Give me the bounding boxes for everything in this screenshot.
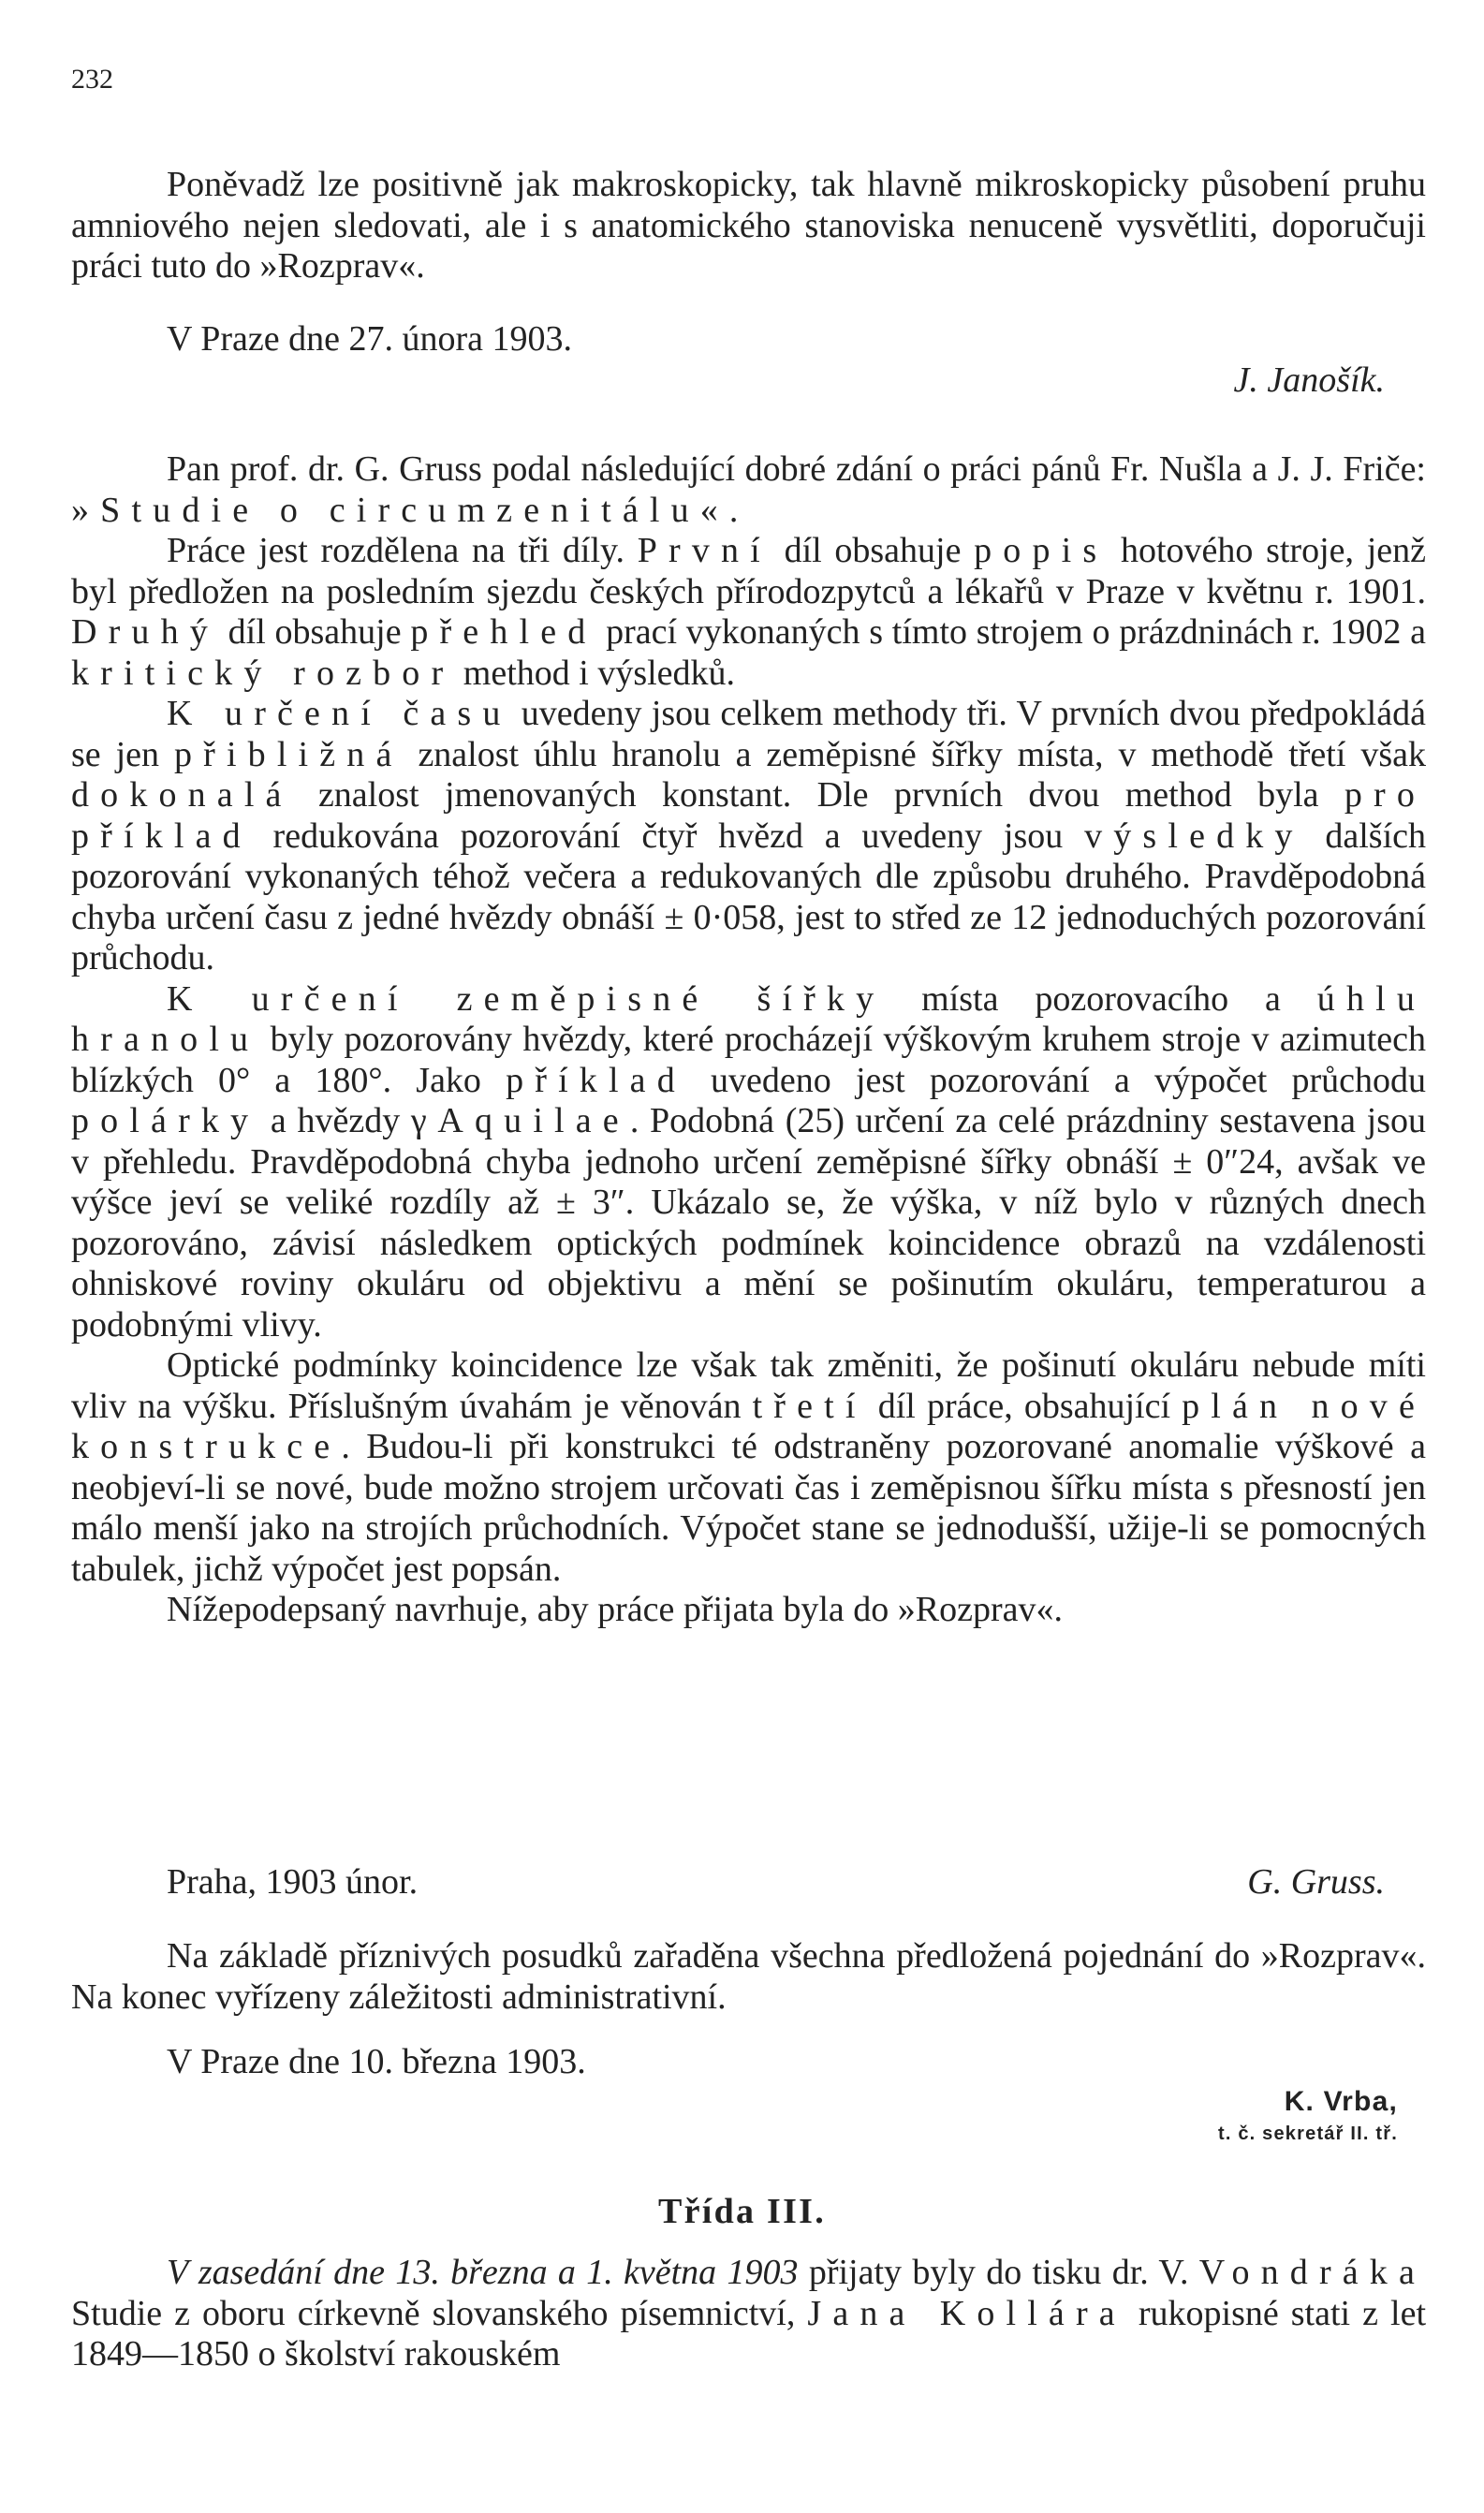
closing-text: Na základě příznivých posudků zařaděna všechna předložená pojednání do »Rozprav«. Na konec vyřízeny záležitosti administrativní. <box>71 1936 1426 2017</box>
signature-vrba-title: t. č. sekretář II. tř. <box>1217 2124 1398 2144</box>
recommendation-text: Poněvadž lze positivně jak makroskopicky, tak hlavně mikroskopicky působení pruhu amniového nejen sledovati, ale i s anatomického stanoviska nenuceně vysvětliti, doporučuji práci tuto do »Rozprav«. <box>71 165 1426 286</box>
signature-gruss: G. Gruss. <box>1247 1862 1385 1902</box>
review-date: Praha, 1903 únor. <box>167 1862 419 1902</box>
class-three-section <box>71 2253 1426 2375</box>
signature-vrba-name: K. Vrba, <box>1284 2086 1398 2117</box>
review-paragraph-5: Nížepodepsaný navrhuje, aby práce přijata byla do »Rozprav«. <box>167 1590 1064 1629</box>
recommendation-date: V Praze dne 27. února 1903. <box>167 319 573 359</box>
signature-vrba <box>1218 2086 1398 2145</box>
class-three-text: V zasedání dne 13. března a 1. května 1903 přijaty byly do tisku dr. V. Vondráka Studie z oboru církevně slovanského písemnictví, Jana Kollára rukopisné stati z let 1849—1850 o školství rakouském <box>71 2253 1427 2373</box>
review-section <box>71 449 1426 1631</box>
class-heading: Třída III. <box>657 2192 827 2231</box>
page-number: 232 <box>71 64 113 95</box>
review-paragraph-1: Práce jest rozdělena na tři díly. První díl obsahuje popis hotového stroje, jenž byl předložen na posledním sjezdu českých přírodozpytců a lékařů v Praze v květnu r. 1901. Druhý díl obsahuje přehled prací vykonaných s tímto strojem o prázdninách r. 1902 a kritický rozbor method i výsledků. <box>71 531 1426 693</box>
closing-date: V Praze dne 10. března 1903. <box>167 2042 586 2081</box>
review-paragraph-2: K určení času uvedeny jsou celkem methody tři. V prvních dvou předpokládá se jen přibližná znalost úhlu hranolu a zeměpisné šířky místa, v methodě třetí však dokonalá znalost jmenovaných konstant. Dle prvních dvou method byla pro příklad redukována pozorování čtyř hvězd a uvedeny jsou výsledky dalších pozorování vykonaných téhož večera a redukovaných dle způsobu druhého. Pravděpodobná chyba určení času z jedné hvězdy obnáší ± 0·058, jest to střed ze 12 jednoduchých pozorování průchodu. <box>71 694 1427 977</box>
closing-paragraph <box>71 1936 1426 2018</box>
work-title: »Studie o circumzenitálu«. <box>71 490 750 530</box>
review-paragraph-3: K určení zeměpisné šířky místa pozorovacího a úhlu hranolu byly pozorovány hvězdy, které procházejí výškovým kruhem stroje v azimutech blízkých 0° a 180°. Jako příklad uvedeno jest pozorování a výpočet průchodu polárky a hvězdy γ Aquilae. Podobná (25) určení za celé prázdniny sestavena jsou v přehledu. Pravděpodobná chyba jednoho určení zeměpisné šířky obnáší ± 0″24, avšak ve výšce jeví se veliké rozdíly až ± 3″. Ukázalo se, že výška, v níž bylo v různých dnech pozorováno, závisí následkem optických podmínek koincidence obrazů na vzdálenosti ohniskové roviny okuláru od objektivu a mění se pošinutím okuláru, temperaturou a podobnými vlivy. <box>71 978 1427 1345</box>
recommendation-paragraph <box>71 165 1426 287</box>
review-paragraph-4: Optické podmínky koincidence lze však tak změniti, že pošinutí okuláru nebude míti vliv na výšku. Příslušným úvahám je věnován třetí díl práce, obsahující plán nové konstrukce. Budou-li při konstrukci té odstraněny pozorované anomalie výškové a neobjeví-li se nové, bude možno strojem určovati čas i zeměpisnou šířku místa s přesností jen málo menší jako na strojích průchodních. Výpočet stane se jednodušší, užije-li se pomocných tabulek, jichž výpočet jest popsán. <box>71 1345 1426 1589</box>
review-intro: Pan prof. dr. G. Gruss podal následující dobré zdání o práci pánů Fr. Nušla a J. J. Friče: »Studie o circumzenitálu«. <box>71 449 1426 530</box>
signature-janosik: J. Janošík. <box>1233 360 1385 400</box>
